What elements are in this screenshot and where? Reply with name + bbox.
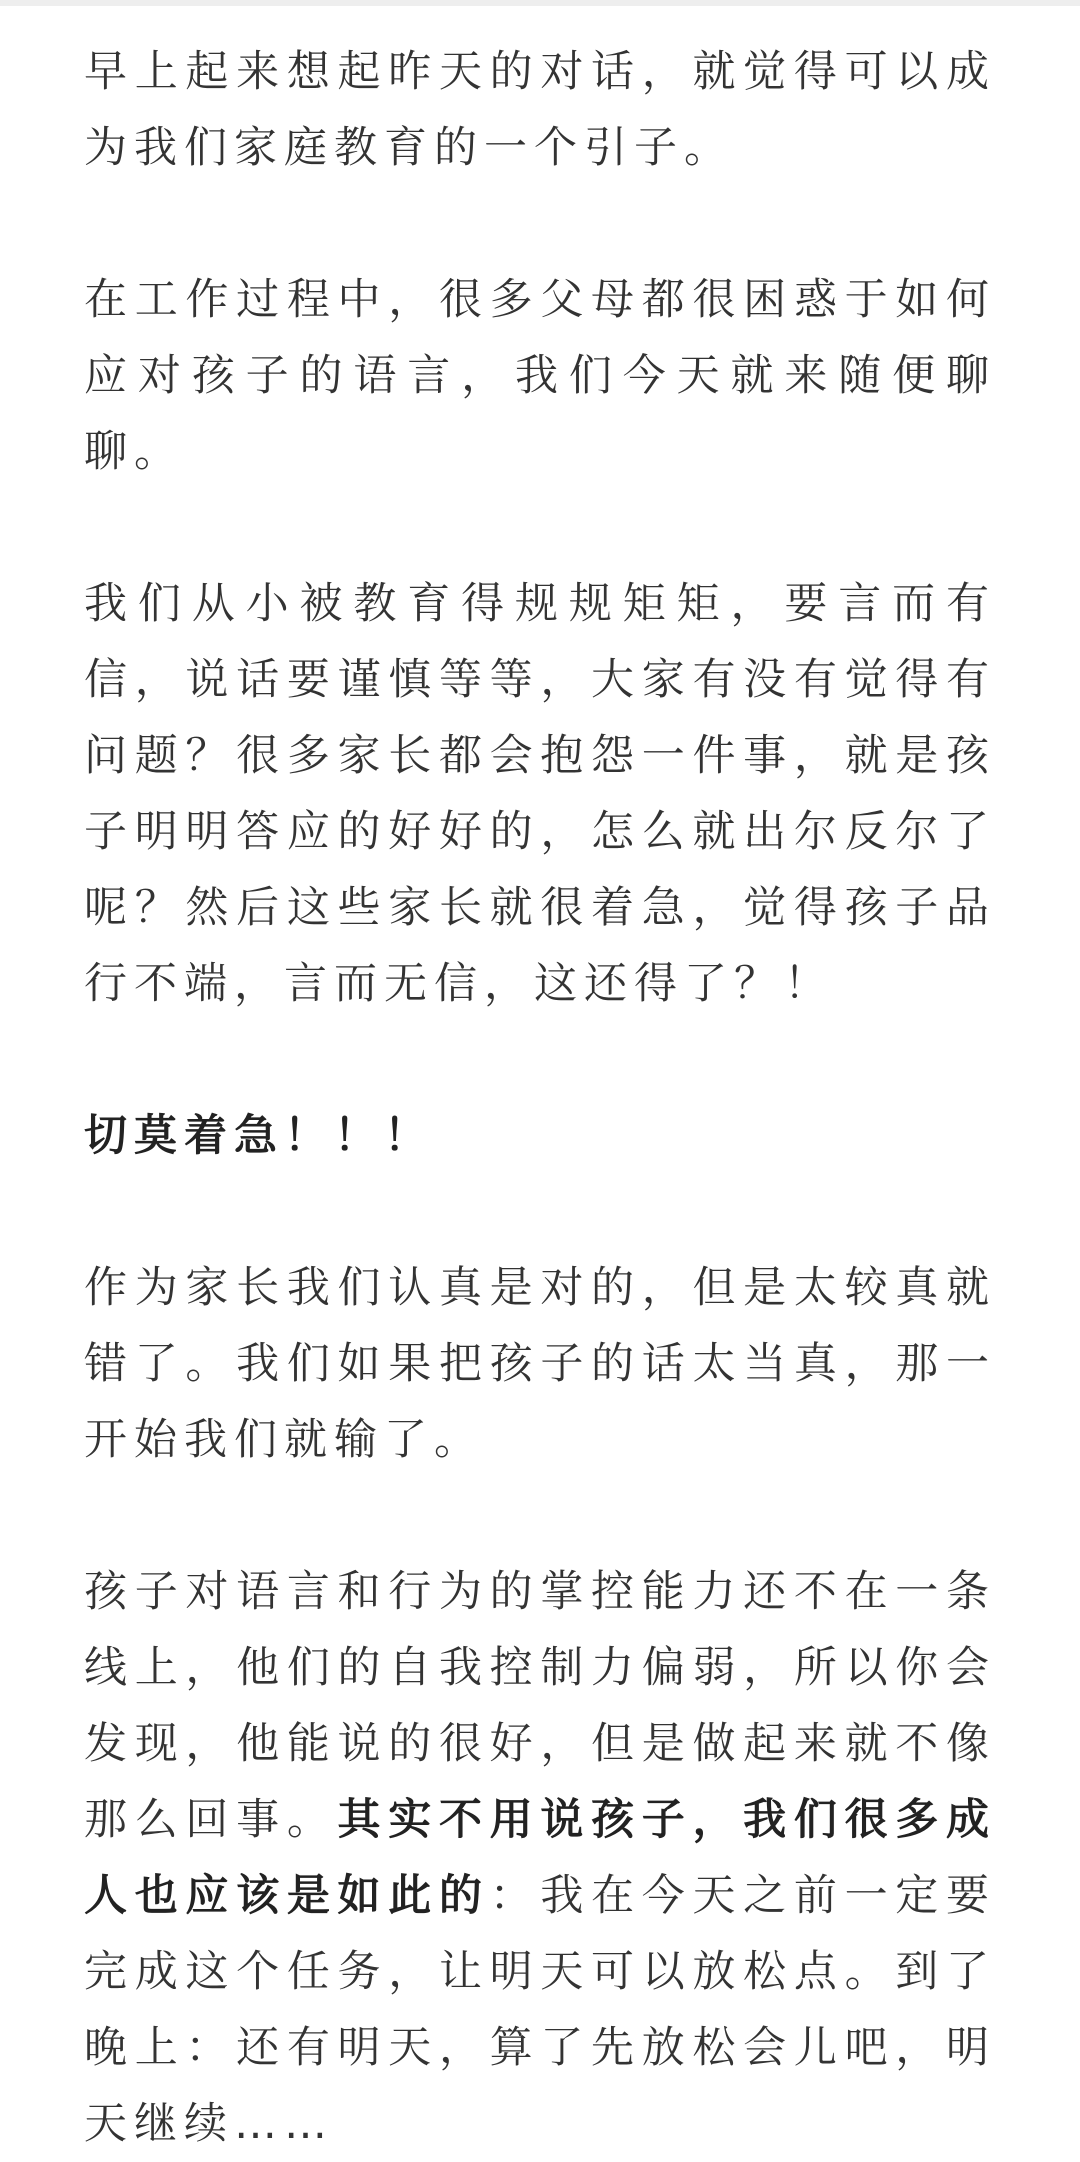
paragraph-topic: 在工作过程中，很多父母都很困惑于如何应对孩子的语言，我们今天就来随便聊聊。 [84, 275, 996, 477]
paragraph-intro: 早上起来想起昨天的对话，就觉得可以成为我们家庭教育的一个引子。 [84, 47, 996, 173]
paragraph-problem: 我们从小被教育得规规矩矩，要言而有信，说话要谨慎等等，大家有没有觉得有问题？很多家长都会抱怨一件事，就是孩子明明答应的好好的，怎么就出尔反尔了呢？然后这些家长就很着急，觉得孩子品行不端，言而无信，这还得了？！ [84, 579, 996, 1009]
paragraph-explanation-intro: 孩子对语言和行为的掌控能力还不在一条线上，他们的自我控制力偏弱，所以你会发现，他能说的很好，但是做起来就不像那么回事。 [84, 1567, 996, 1845]
paragraph-advice: 作为家长我们认真是对的，但是太较真就错了。我们如果把孩子的话太当真，那一开始我们就输了。 [84, 1263, 996, 1465]
paragraph-explanation [84, 1554, 996, 2162]
paragraph-explanation-rest: ：我在今天之前一定要完成这个任务，让明天可以放松点。到了晚上：还有明天，算了先放松会儿吧，明天继续…… [84, 1871, 997, 2149]
paragraph-explanation-bold: 其实不用说孩子，我们很多成人也应该是如此的 [84, 1795, 997, 1921]
paragraph-emphasis-heading: 切莫着急！！！ [84, 1111, 434, 1161]
